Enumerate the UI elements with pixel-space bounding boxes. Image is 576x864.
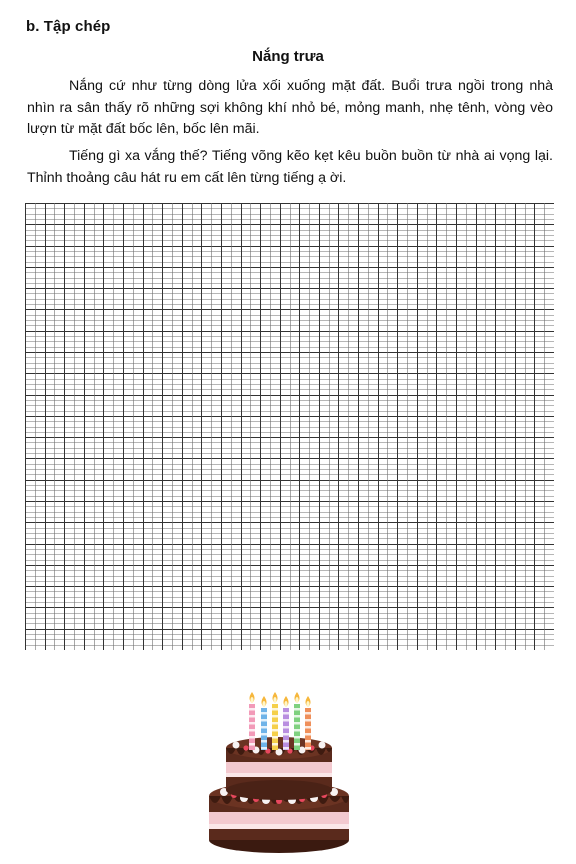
section-heading: b. Tập chép [26,18,111,35]
birthday-cake-illustration [204,690,354,858]
grid-lines [25,203,554,650]
passage-title: Nắng trưa [252,48,324,65]
birthday-cake-icon [204,690,354,858]
writing-practice-grid[interactable] [25,203,554,650]
paragraph-1: Nắng cứ như từng dòng lửa xối xuống mặt đất. Buổi trưa ngồi trong nhà nhìn ra sân thấy rõ những sợi không khí nhỏ bé, mỏng manh, nhẹ tênh, vòng vèo lượn từ mặt đất bốc lên, bốc lên mãi. [27,78,553,137]
paragraph-2: Tiếng gì xa vắng thế? Tiếng võng kẽo kẹt kêu buồn buồn từ nhà ai vọng lại. Thỉnh thoảng câu hát ru em cất lên từng tiếng ạ ời. [27,148,553,186]
